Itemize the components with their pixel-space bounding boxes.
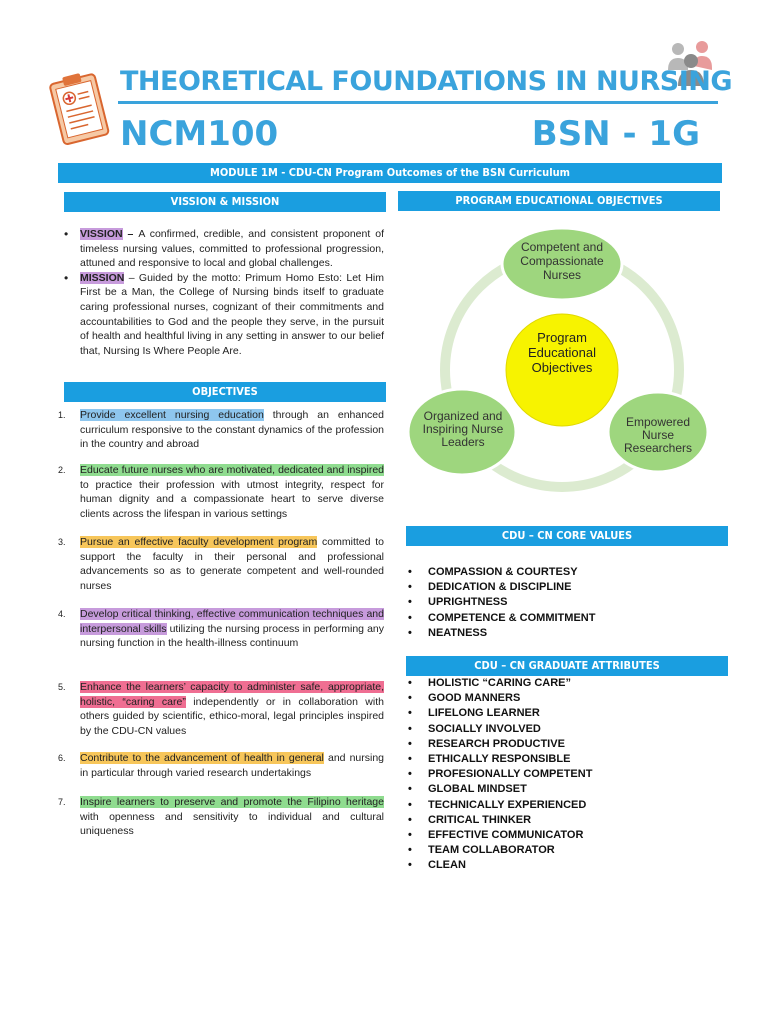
objective-text: utilizing the nursing process in performing any nursing function in the health-illness continuum — [80, 622, 384, 650]
course-code: NCM100 — [120, 114, 279, 154]
objective-number: 3. — [58, 537, 66, 547]
core-values-list-wrap — [406, 565, 726, 641]
vision-text: A confirmed, credible, and consistent proponent of timeless nursing values, committed to professional progression, attuned and responsive to local and global challenges. — [80, 228, 384, 270]
graduate-attribute-item: • GOOD MANNERS — [406, 691, 726, 706]
graduate-attribute-item: • TECHNICALLY EXPERIENCED — [406, 798, 726, 813]
core-value-item: • NEATNESS — [406, 626, 726, 641]
vision-dash: – — [122, 228, 139, 240]
peo-center-label: Program Educational Objectives — [528, 330, 596, 375]
objective-highlight: Enhance the learners’ capacity to administer safe, appropriate, holistic, “caring care” — [80, 681, 384, 708]
graduate-attributes-list-wrap — [406, 676, 726, 874]
mission-item — [62, 271, 384, 359]
title-divider — [118, 101, 718, 104]
objective-highlight: Contribute to the advancement of health in general — [80, 752, 324, 764]
objective-number: 7. — [58, 797, 66, 807]
objective-number: 5. — [58, 682, 66, 692]
peo-heading: PROGRAM EDUCATIONAL OBJECTIVES — [398, 191, 720, 211]
clipboard-icon — [48, 70, 112, 146]
objective-text: and nursing in particular through varied research undertakings — [80, 752, 385, 779]
core-values-heading: CDU – CN CORE VALUES — [406, 526, 728, 546]
objective-number: 6. — [58, 753, 66, 763]
peo-diagram — [398, 220, 728, 510]
core-value-item: • UPRIGHTNESS — [406, 595, 726, 610]
objective-number: 4. — [58, 609, 66, 619]
mission-text: – Guided by the motto: Primum Homo Esto: Let Him First be a Man, the College of Nursing binds itself to graduate caring professional nurses, cognizant of their commitments and accountabilities to God and the people they serve, in the pursuit of health and healthful living in any setting in answer to our belief that, Nursing Is Where People Are. — [80, 271, 384, 357]
core-value-item: • COMPASSION & COURTESY — [406, 565, 726, 580]
objective-highlight: Inspire learners to preserve and promote the Filipino heritage — [80, 796, 384, 808]
core-value-item: • COMPETENCE & COMMITMENT — [406, 611, 726, 626]
graduate-attribute-item: • RESEARCH PRODUCTIVE — [406, 737, 726, 752]
objective-highlight: Pursue an effective faculty development program — [80, 536, 318, 548]
vision-mission-block — [62, 227, 384, 358]
graduate-attribute-item: • LIFELONG LEARNER — [406, 706, 726, 721]
core-values-list — [406, 565, 726, 641]
module-bar: MODULE 1M - CDU-CN Program Outcomes of the BSN Curriculum — [58, 163, 722, 183]
objective-text: independently or in collaboration with others guided by scientific, ethico-moral, legal principles inspired by the CDU-CN values — [80, 695, 384, 737]
class-section: BSN - 1G — [531, 114, 700, 154]
objective-text: through an enhanced curriculum responsive to the constant dynamics of the profession in the country and abroad — [80, 409, 384, 451]
vision-mission-heading: VISSION & MISSION — [64, 192, 386, 212]
graduate-attributes-heading: CDU – CN GRADUATE ATTRIBUTES — [406, 656, 728, 676]
objective-number: 2. — [58, 465, 66, 475]
objective-highlight: Provide excellent nursing education — [80, 409, 264, 421]
objective-text: with openness and sensitivity to individual and cultural uniqueness — [80, 810, 384, 838]
graduate-attribute-item: • PROFESIONALLY COMPETENT — [406, 767, 726, 782]
objective-text: committed to support the faculty in their personal and professional advancements so as to generate competent and well-rounded nurses — [80, 536, 384, 592]
vision-label: VISSION — [80, 228, 123, 240]
graduate-attribute-item: • SOCIALLY INVOLVED — [406, 722, 726, 737]
core-value-item: • DEDICATION & DISCIPLINE — [406, 580, 726, 595]
graduate-attribute-item: • CLEAN — [406, 858, 726, 873]
graduate-attribute-item: • ETHICALLY RESPONSIBLE — [406, 752, 726, 767]
peo-top-label: Competent and Compassionate Nurses — [520, 240, 604, 282]
graduate-attribute-item: • CRITICAL THINKER — [406, 813, 726, 828]
peo-left-label: Organized and Inspiring Nurse Leaders — [422, 410, 504, 449]
mission-label: MISSION — [80, 271, 125, 284]
objective-number: 1. — [58, 410, 66, 420]
objectives-heading: OBJECTIVES — [64, 382, 386, 402]
objective-text: to practice their profession with utmost integrity, respect for human dignity and a compassionate heart to serve diverse clients across the lifespan in various settings — [80, 478, 384, 520]
objective-highlight: Educate future nurses who are motivated, dedicated and inspired — [80, 464, 384, 476]
graduate-attribute-item: • HOLISTIC “CARING CARE” — [406, 676, 726, 691]
graduate-attribute-item: • TEAM COLLABORATOR — [406, 843, 726, 858]
graduate-attribute-item: • GLOBAL MINDSET — [406, 782, 726, 797]
vision-item — [62, 227, 384, 271]
graduate-attributes-list — [406, 676, 726, 874]
graduate-attribute-item: • EFFECTIVE COMMUNICATOR — [406, 828, 726, 843]
objective-highlight: Develop critical thinking, effective communication techniques and interpersonal skills — [80, 608, 384, 635]
peo-right-label: Empowered Nurse Researchers — [623, 416, 693, 455]
document-title: THEORETICAL FOUNDATIONS IN NURSING — [120, 66, 733, 97]
